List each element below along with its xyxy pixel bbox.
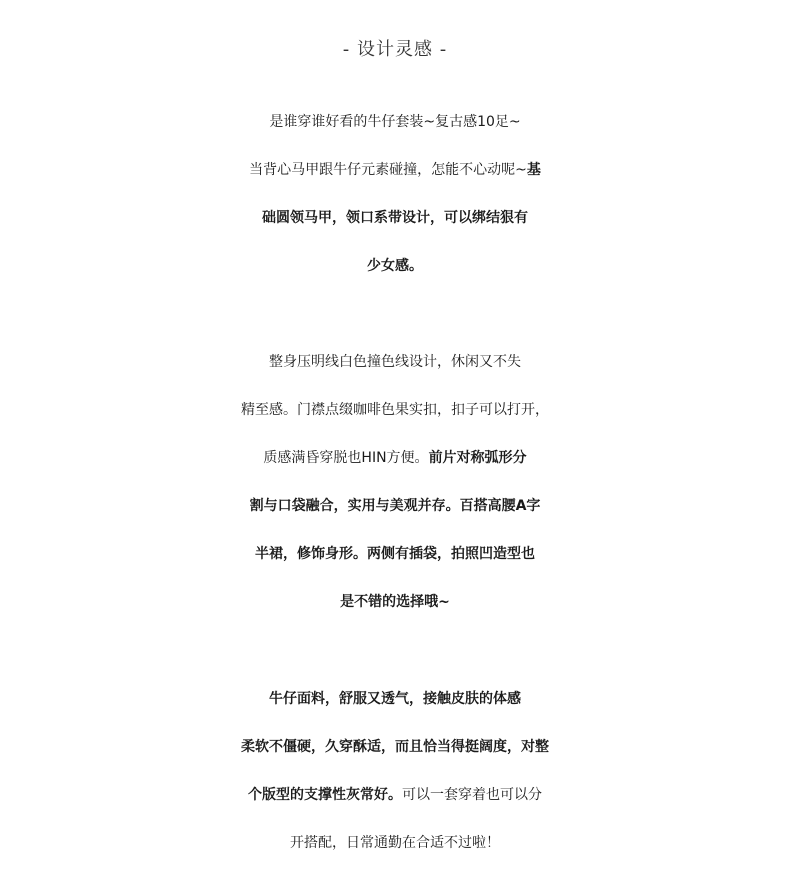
- text-segment-bold: 柔软不僵硬，久穿酥适，而且恰当得挺阔度，对整: [241, 739, 549, 755]
- text-segment-bold: 础圆领马甲，领口系带设计，可以绑结狠有: [262, 210, 528, 226]
- text-segment-bold: 牛仔面料，舒服又透气，接触皮肤的体感: [269, 691, 521, 707]
- text-line: [0, 242, 790, 290]
- text-line: [0, 578, 790, 626]
- text-segment-bold: 是不错的选择哦~: [340, 594, 450, 610]
- paragraph-fabric: [0, 675, 790, 867]
- text-segment: 是谁穿谁好看的牛仔套装~复古感10足~: [269, 114, 521, 130]
- text-segment: 精至感。门襟点缀咖啡色果实扣，扣子可以打开，: [241, 402, 549, 418]
- text-line: [0, 723, 790, 771]
- text-line: [0, 338, 790, 386]
- text-line: [0, 194, 790, 242]
- text-segment-bold: 个版型的支撑性灰常好。: [248, 787, 402, 803]
- text-segment: 可以一套穿着也可以分: [402, 787, 542, 803]
- text-line: [0, 675, 790, 723]
- text-line: [0, 386, 790, 434]
- text-line: [0, 434, 790, 482]
- text-line: [0, 819, 790, 867]
- section-heading: - 设计灵感 -: [342, 39, 448, 60]
- text-segment-bold: 前片对称弧形分: [428, 450, 527, 466]
- text-segment-bold: 基: [526, 162, 541, 178]
- text-segment: 当背心马甲跟牛仔元素碰撞，怎能不心动呢~: [249, 162, 527, 178]
- text-segment: 质感满昏穿脱也HIN方便。: [263, 450, 429, 466]
- text-segment-bold: 割与口袋融合，实用与美观并存。百搭高腰A字: [249, 498, 541, 514]
- text-line: [0, 530, 790, 578]
- text-segment-bold: 少女感。: [367, 258, 423, 274]
- text-segment: 开搭配，日常通勤在合适不过啦！: [290, 835, 500, 851]
- text-segment-bold: 半裙，修饰身形。两侧有插袋，拍照凹造型也: [255, 546, 535, 562]
- paragraph-design-intro: [0, 98, 790, 290]
- text-line: [0, 98, 790, 146]
- text-segment: 整身压明线白色撞色线设计，休闲又不失: [269, 354, 521, 370]
- text-line: [0, 482, 790, 530]
- text-line: [0, 146, 790, 194]
- paragraph-design-details: [0, 338, 790, 626]
- text-line: [0, 771, 790, 819]
